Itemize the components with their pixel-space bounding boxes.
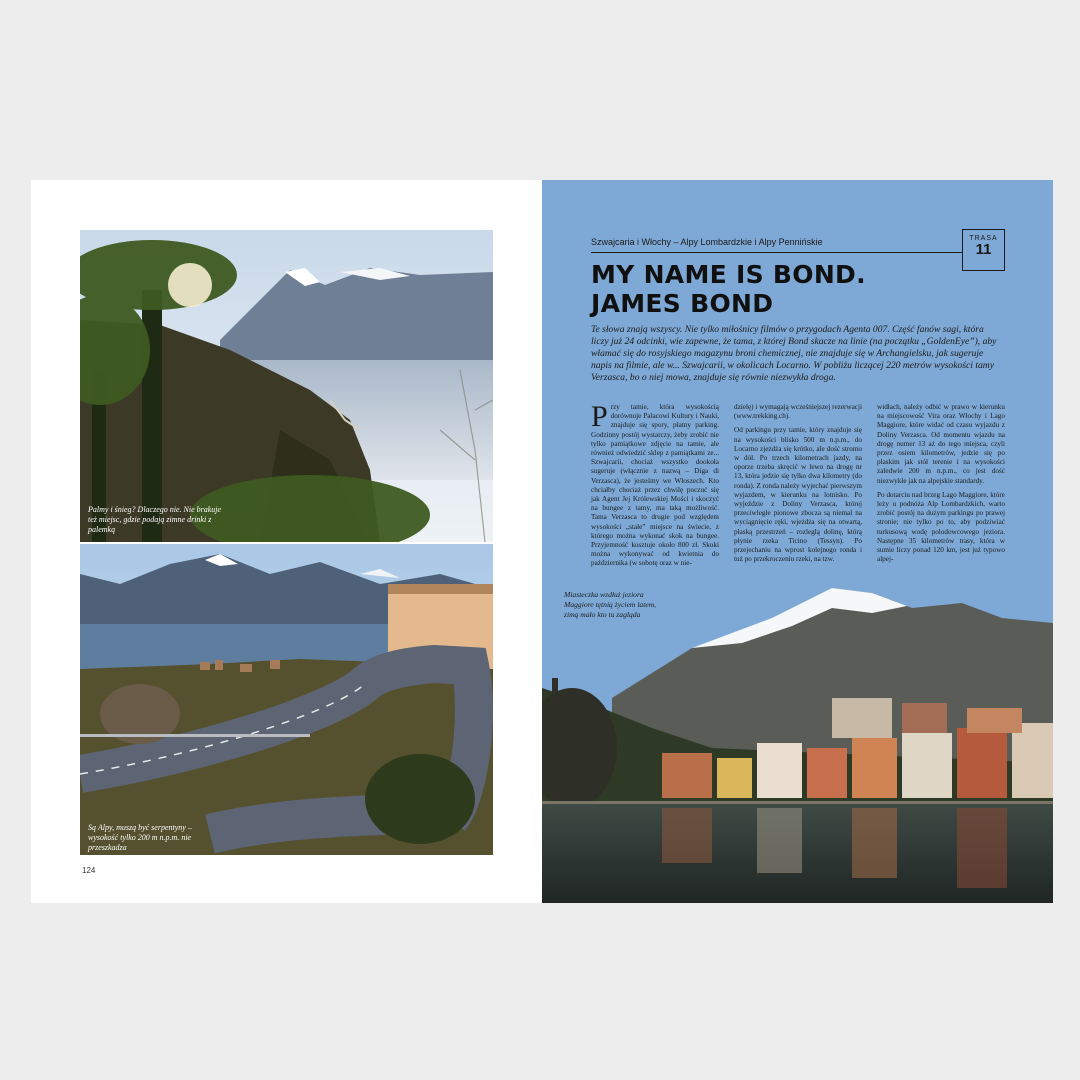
body-column-3 — [877, 403, 1005, 569]
page-number: 124 — [82, 866, 96, 875]
photo-palms-lake — [80, 230, 493, 542]
route-number-box — [962, 229, 1005, 271]
route-label: TRASA — [969, 235, 998, 242]
left-page — [31, 180, 542, 903]
article-title: MY NAME IS BOND. JAMES BOND — [591, 260, 866, 318]
route-line: Szwajcaria i Włochy – Alpy Lombardzkie i Alpy Pennińskie — [591, 237, 823, 247]
body-column-2 — [734, 403, 862, 569]
body-paragraph: Od parkingu przy tamie, który znajduje się na wysokości blisko 500 m n.p.m., do Locarno zjeżdża się krótko, ale dość stromo w dół. Po trzech kilometrach jazdy, na oporze trzeba skręcić w lewo na drogę nr 13, która jedzie się tylko dwa kilometry (do ronda). Z ronda należy wyjechać pierwszym wyjazdem, w kierunku na lotnisko. Po wyjeździe z Doliny Verzasca, której przeciwległe pionowe zbocza są niemal na wyciągnięcie ręki, wjeżdża się na otwartą, płaską przestrzeń – rozległą dolinę, którą płynie rzeka Ticino (Tessyn). Po przejechaniu na wprost kolejnego ronda i tuż po przekroczeniu rzeki, na tzw. — [734, 426, 862, 564]
body-paragraph: Po dotarciu nad brzeg Lago Maggiore, które leży u podnóża Alp Lombardzkich, warto zrobić postój na dużym parkingu po prawej stronie; nie tylko po to, aby podziwiać turkusową wodę polodowcowego jeziora. Następne 35 kilometrów trasy, która w sumie liczy ponad 120 km, jest już typowo alpej- — [877, 490, 1005, 564]
route-number: 11 — [975, 241, 992, 258]
drop-cap: P — [591, 400, 608, 433]
body-paragraph: rzy tamie, która wysokością dorównuje Pałacowi Kultury i Nauki, znajduje się spory, płatny parking. Godzinny postój wystarczy, żeby zrobić nie tylko pamiątkowe zdjęcie na tamie, ale również odwiedzić sklep z pamiątkami ze... Szwajcarii, chociaż wszystko dookoła sugeruje (włącznie z nazwą – Diga di Verzasca), że jesteśmy we Włoszech. Kto chciałby chociaż przez chwilę poczuć się jak Agent Jej Królewskiej Mości i skoczyć na bungee z tamy, ma taką możliwość. Tama Verzasca to drugie pod względem wysokości „stałe” miejsce na świecie, z którego można wykonać skok na bungee. Przyjemność kosztuje około 800 zł. Skoki można wykonywać od kwietnia do października (w sobotę oraz w nie- — [591, 403, 719, 568]
article-lead: Te słowa znają wszyscy. Nie tylko miłośnicy filmów o przygodach Agenta 007. Część fanów sagi, która liczy już 24 odcinki, wie zapewne, że tama, z której Bond skacze na linie (na początku „GoldenEye”), aby włamać się do rosyjskiego magazynu broni chemicznej, nie znajduje się w Archangielsku, jak sugeruje napis na filmie, ale w... Szwajcarii, w okolicach Locarno. W pobliżu liczącej 220 metrów wysokości tamy Verzasca, bo o niej mowa, znajduje się równie niezwykła droga. — [591, 324, 997, 383]
article-body — [591, 400, 1005, 583]
photo-top-caption: Palmy i śnieg? Dlaczego nie. Nie brakuje też miejsc, gdzie podają zimne drinki z palemką — [88, 505, 222, 534]
route-header — [591, 236, 1004, 253]
body-paragraph: dzielę) i wymagają wcześniejszej rezerwacji (www.trekking.ch). — [734, 403, 862, 421]
right-page — [542, 180, 1053, 903]
photo-lakeside-town — [542, 588, 1053, 903]
body-paragraph: widłach, należy odbić w prawo w kierunku na miejscowość Vira oraz Włochy i Lago Maggiore, które widać od czasu wyjazdu z Doliny Verzasca. Od momentu wjazdu na drogę numer 13 aż do tego miejsca, czyli przez osiem kilometrów, jedzie się po płaskim jak stół terenie i na wysokości zaledwie 200 m n.p.m., co jest dość niezwykłe jak na alpejskie standardy. — [877, 403, 1005, 485]
body-column-1 — [591, 400, 719, 574]
photo-right-caption: Miasteczka wzdłuż jeziora Maggiore tętnią życiem latem, zimą mało kto tu zagląda — [564, 590, 657, 619]
photo-bottom-caption: Są Alpy, muszą być serpentyny – wysokość tylko 200 m n.p.m. nie przeszkadza — [88, 823, 192, 852]
photo-serpentine-road — [80, 544, 493, 855]
